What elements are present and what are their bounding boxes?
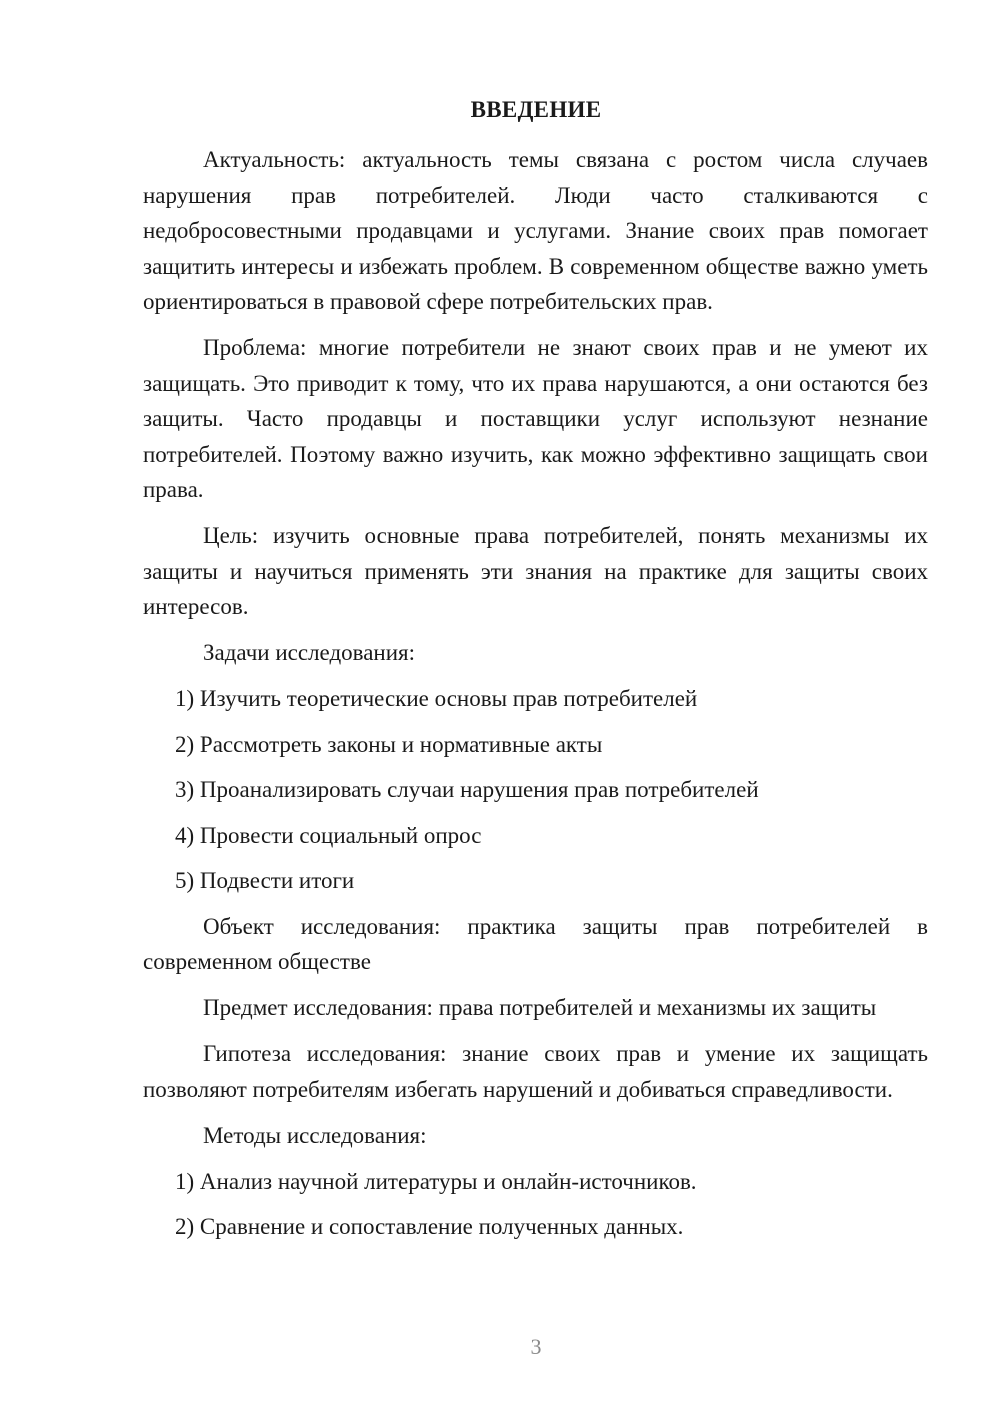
paragraph-hypothesis: Гипотеза исследования: знание своих прав и умение их защищать позволяют потребителям избегать нарушений и добиваться справедливости. (143, 1041, 928, 1102)
paragraph-relevance: Актуальность: актуальность темы связана с ростом числа случаев нарушения прав потребителей. Люди часто сталкиваются с недобросовестными продавцами и услугами. Знание своих прав помогает защитить интересы и избежать проблем. В современном обществе важно уметь ориентироваться в правовой сфере потребительских прав. (143, 147, 928, 314)
paragraph-goal: Цель: изучить основные права потребителей, понять механизмы их защиты и научиться применять эти знания на практике для защиты своих интересов. (143, 523, 928, 619)
methods-list (143, 1164, 928, 1245)
list-item: 3) Проанализировать случаи нарушения прав потребителей (175, 777, 759, 802)
paragraph-problem: Проблема: многие потребители не знают своих прав и не умеют их защищать. Это приводит к тому, что их права нарушаются, а они остаются без защиты. Часто продавцы и поставщики услуг используют незнание потребителей. Поэтому важно изучить, как можно эффективно защищать свои права. (143, 335, 928, 502)
list-item: 4) Провести социальный опрос (175, 822, 482, 848)
tasks-list (143, 681, 928, 899)
section-title: ВВЕДЕНИЕ (470, 97, 602, 122)
list-item: 2) Сравнение и сопоставление полученных данных. (175, 1214, 684, 1239)
list-item: 1) Изучить теоретические основы прав потребителей (175, 686, 698, 711)
methods-heading: Методы исследования: (203, 1122, 427, 1148)
paragraph-object: Объект исследования: практика защиты прав потребителей в современном обществе (143, 913, 928, 974)
document-body (143, 142, 928, 1255)
paragraph-subject: Предмет исследования: права потребителей и механизмы их защиты (203, 995, 877, 1020)
list-item: 1) Анализ научной литературы и онлайн-источников. (175, 1168, 697, 1194)
list-item: 5) Подвести итоги (175, 868, 355, 893)
list-item: 2) Рассмотреть законы и нормативные акты (175, 731, 603, 757)
tasks-heading: Задачи исследования: (203, 640, 416, 665)
page-number: 3 (530, 1334, 542, 1359)
